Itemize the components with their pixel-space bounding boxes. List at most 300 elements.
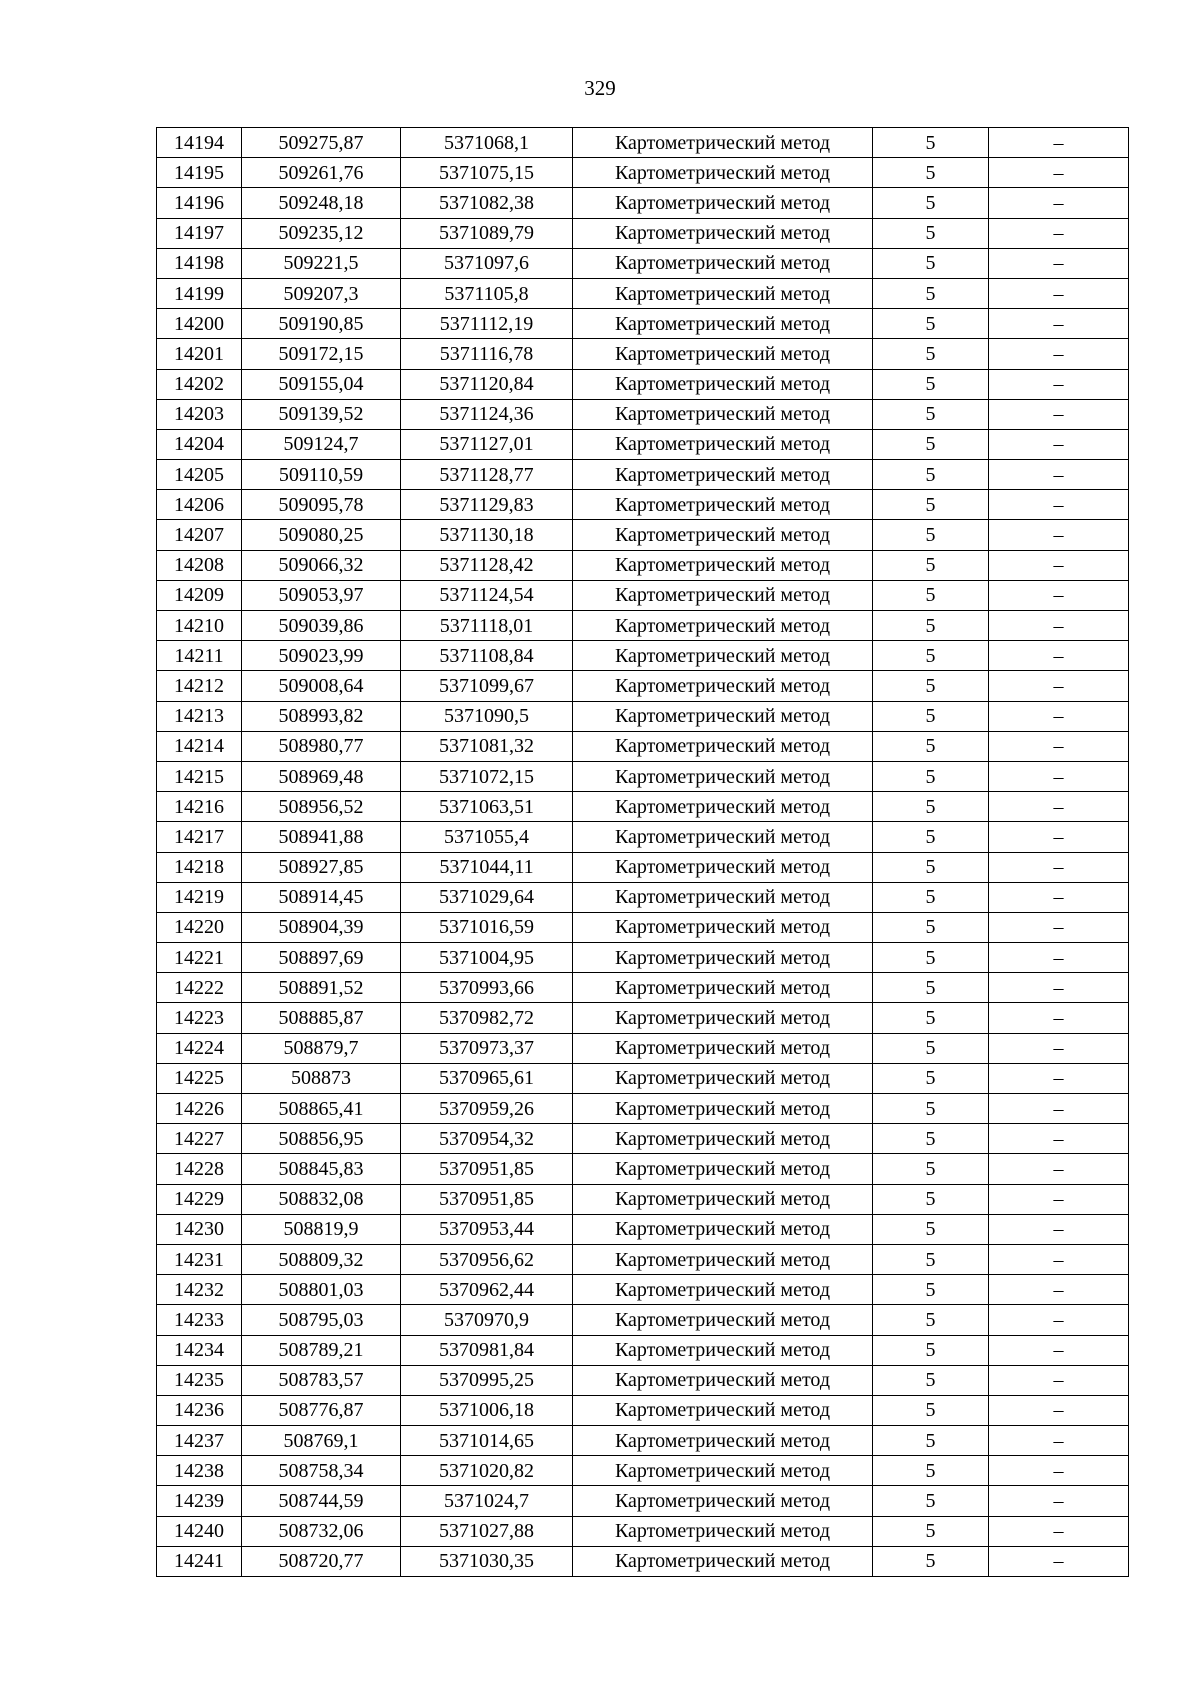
table-row xyxy=(157,822,1129,852)
point-number-cell: 14226 xyxy=(157,1094,242,1124)
method-cell: Картометрический метод xyxy=(573,611,873,641)
accuracy-cell: 5 xyxy=(873,701,989,731)
accuracy-cell: 5 xyxy=(873,128,989,158)
x-coordinate-cell: 509124,7 xyxy=(242,429,401,459)
accuracy-cell: 5 xyxy=(873,278,989,308)
accuracy-cell: 5 xyxy=(873,158,989,188)
table-row xyxy=(157,188,1129,218)
table-row xyxy=(157,1335,1129,1365)
description-cell: – xyxy=(989,1426,1129,1456)
description-cell: – xyxy=(989,248,1129,278)
y-coordinate-cell: 5371014,65 xyxy=(401,1426,573,1456)
x-coordinate-cell: 509190,85 xyxy=(242,309,401,339)
point-number-cell: 14196 xyxy=(157,188,242,218)
x-coordinate-cell: 508732,06 xyxy=(242,1516,401,1546)
y-coordinate-cell: 5371124,36 xyxy=(401,399,573,429)
description-cell: – xyxy=(989,1063,1129,1093)
point-number-cell: 14200 xyxy=(157,309,242,339)
accuracy-cell: 5 xyxy=(873,218,989,248)
accuracy-cell: 5 xyxy=(873,1214,989,1244)
accuracy-cell: 5 xyxy=(873,822,989,852)
accuracy-cell: 5 xyxy=(873,248,989,278)
method-cell: Картометрический метод xyxy=(573,1094,873,1124)
point-number-cell: 14212 xyxy=(157,671,242,701)
table-row xyxy=(157,520,1129,550)
y-coordinate-cell: 5371081,32 xyxy=(401,731,573,761)
y-coordinate-cell: 5371108,84 xyxy=(401,641,573,671)
method-cell: Картометрический метод xyxy=(573,128,873,158)
accuracy-cell: 5 xyxy=(873,550,989,580)
table-row xyxy=(157,641,1129,671)
description-cell: – xyxy=(989,1335,1129,1365)
point-number-cell: 14201 xyxy=(157,339,242,369)
description-cell: – xyxy=(989,912,1129,942)
table-row xyxy=(157,1214,1129,1244)
table-row xyxy=(157,580,1129,610)
y-coordinate-cell: 5370981,84 xyxy=(401,1335,573,1365)
y-coordinate-cell: 5370982,72 xyxy=(401,1003,573,1033)
description-cell: – xyxy=(989,1365,1129,1395)
accuracy-cell: 5 xyxy=(873,1516,989,1546)
accuracy-cell: 5 xyxy=(873,1305,989,1335)
method-cell: Картометрический метод xyxy=(573,550,873,580)
point-number-cell: 14230 xyxy=(157,1214,242,1244)
method-cell: Картометрический метод xyxy=(573,1486,873,1516)
accuracy-cell: 5 xyxy=(873,852,989,882)
point-number-cell: 14233 xyxy=(157,1305,242,1335)
y-coordinate-cell: 5370993,66 xyxy=(401,973,573,1003)
y-coordinate-cell: 5371029,64 xyxy=(401,882,573,912)
description-cell: – xyxy=(989,128,1129,158)
description-cell: – xyxy=(989,580,1129,610)
method-cell: Картометрический метод xyxy=(573,369,873,399)
y-coordinate-cell: 5370995,25 xyxy=(401,1365,573,1395)
method-cell: Картометрический метод xyxy=(573,1244,873,1274)
point-number-cell: 14235 xyxy=(157,1365,242,1395)
point-number-cell: 14208 xyxy=(157,550,242,580)
description-cell: – xyxy=(989,1033,1129,1063)
x-coordinate-cell: 509155,04 xyxy=(242,369,401,399)
x-coordinate-cell: 509172,15 xyxy=(242,339,401,369)
description-cell: – xyxy=(989,399,1129,429)
y-coordinate-cell: 5370970,9 xyxy=(401,1305,573,1335)
y-coordinate-cell: 5371072,15 xyxy=(401,761,573,791)
y-coordinate-cell: 5370965,61 xyxy=(401,1063,573,1093)
x-coordinate-cell: 508795,03 xyxy=(242,1305,401,1335)
method-cell: Картометрический метод xyxy=(573,1456,873,1486)
x-coordinate-cell: 508941,88 xyxy=(242,822,401,852)
description-cell: – xyxy=(989,188,1129,218)
description-cell: – xyxy=(989,1546,1129,1576)
x-coordinate-cell: 508904,39 xyxy=(242,912,401,942)
description-cell: – xyxy=(989,339,1129,369)
table-row xyxy=(157,1395,1129,1425)
description-cell: – xyxy=(989,1486,1129,1516)
x-coordinate-cell: 508873 xyxy=(242,1063,401,1093)
table-row xyxy=(157,1063,1129,1093)
description-cell: – xyxy=(989,1516,1129,1546)
x-coordinate-cell: 508789,21 xyxy=(242,1335,401,1365)
description-cell: – xyxy=(989,852,1129,882)
table-row xyxy=(157,158,1129,188)
method-cell: Картометрический метод xyxy=(573,1335,873,1365)
accuracy-cell: 5 xyxy=(873,731,989,761)
method-cell: Картометрический метод xyxy=(573,1033,873,1063)
table-row xyxy=(157,912,1129,942)
point-number-cell: 14210 xyxy=(157,611,242,641)
y-coordinate-cell: 5370973,37 xyxy=(401,1033,573,1063)
y-coordinate-cell: 5370953,44 xyxy=(401,1214,573,1244)
table-row xyxy=(157,943,1129,973)
y-coordinate-cell: 5371044,11 xyxy=(401,852,573,882)
table-row xyxy=(157,1516,1129,1546)
table-row xyxy=(157,1546,1129,1576)
description-cell: – xyxy=(989,731,1129,761)
table-row xyxy=(157,792,1129,822)
accuracy-cell: 5 xyxy=(873,1456,989,1486)
method-cell: Картометрический метод xyxy=(573,943,873,973)
description-cell: – xyxy=(989,520,1129,550)
accuracy-cell: 5 xyxy=(873,761,989,791)
point-number-cell: 14207 xyxy=(157,520,242,550)
table-row xyxy=(157,731,1129,761)
method-cell: Картометрический метод xyxy=(573,912,873,942)
x-coordinate-cell: 508758,34 xyxy=(242,1456,401,1486)
accuracy-cell: 5 xyxy=(873,882,989,912)
description-cell: – xyxy=(989,761,1129,791)
table-row xyxy=(157,1426,1129,1456)
table-row xyxy=(157,671,1129,701)
y-coordinate-cell: 5371124,54 xyxy=(401,580,573,610)
x-coordinate-cell: 508776,87 xyxy=(242,1395,401,1425)
y-coordinate-cell: 5371128,77 xyxy=(401,460,573,490)
table-row xyxy=(157,1033,1129,1063)
x-coordinate-cell: 508809,32 xyxy=(242,1244,401,1274)
x-coordinate-cell: 509095,78 xyxy=(242,490,401,520)
table-row xyxy=(157,339,1129,369)
x-coordinate-cell: 509248,18 xyxy=(242,188,401,218)
table-row xyxy=(157,248,1129,278)
method-cell: Картометрический метод xyxy=(573,731,873,761)
table-row xyxy=(157,399,1129,429)
accuracy-cell: 5 xyxy=(873,641,989,671)
x-coordinate-cell: 509261,76 xyxy=(242,158,401,188)
description-cell: – xyxy=(989,490,1129,520)
x-coordinate-cell: 508865,41 xyxy=(242,1094,401,1124)
y-coordinate-cell: 5371130,18 xyxy=(401,520,573,550)
point-number-cell: 14209 xyxy=(157,580,242,610)
accuracy-cell: 5 xyxy=(873,369,989,399)
x-coordinate-cell: 509207,3 xyxy=(242,278,401,308)
method-cell: Картометрический метод xyxy=(573,1516,873,1546)
point-number-cell: 14240 xyxy=(157,1516,242,1546)
description-cell: – xyxy=(989,369,1129,399)
description-cell: – xyxy=(989,429,1129,459)
table-row xyxy=(157,852,1129,882)
description-cell: – xyxy=(989,792,1129,822)
method-cell: Картометрический метод xyxy=(573,248,873,278)
description-cell: – xyxy=(989,822,1129,852)
description-cell: – xyxy=(989,550,1129,580)
method-cell: Картометрический метод xyxy=(573,158,873,188)
table-row xyxy=(157,1184,1129,1214)
method-cell: Картометрический метод xyxy=(573,671,873,701)
table-row xyxy=(157,882,1129,912)
method-cell: Картометрический метод xyxy=(573,1395,873,1425)
table-row xyxy=(157,218,1129,248)
point-number-cell: 14203 xyxy=(157,399,242,429)
description-cell: – xyxy=(989,1395,1129,1425)
method-cell: Картометрический метод xyxy=(573,1063,873,1093)
accuracy-cell: 5 xyxy=(873,1244,989,1274)
accuracy-cell: 5 xyxy=(873,520,989,550)
point-number-cell: 14199 xyxy=(157,278,242,308)
point-number-cell: 14222 xyxy=(157,973,242,1003)
point-number-cell: 14223 xyxy=(157,1003,242,1033)
point-number-cell: 14219 xyxy=(157,882,242,912)
description-cell: – xyxy=(989,158,1129,188)
description-cell: – xyxy=(989,309,1129,339)
accuracy-cell: 5 xyxy=(873,671,989,701)
table-row xyxy=(157,429,1129,459)
description-cell: – xyxy=(989,1214,1129,1244)
accuracy-cell: 5 xyxy=(873,460,989,490)
table-row xyxy=(157,550,1129,580)
y-coordinate-cell: 5371082,38 xyxy=(401,188,573,218)
point-number-cell: 14232 xyxy=(157,1275,242,1305)
method-cell: Картометрический метод xyxy=(573,309,873,339)
y-coordinate-cell: 5371068,1 xyxy=(401,128,573,158)
y-coordinate-cell: 5371129,83 xyxy=(401,490,573,520)
method-cell: Картометрический метод xyxy=(573,460,873,490)
accuracy-cell: 5 xyxy=(873,1486,989,1516)
point-number-cell: 14238 xyxy=(157,1456,242,1486)
point-number-cell: 14229 xyxy=(157,1184,242,1214)
table-row xyxy=(157,1305,1129,1335)
description-cell: – xyxy=(989,641,1129,671)
method-cell: Картометрический метод xyxy=(573,188,873,218)
point-number-cell: 14213 xyxy=(157,701,242,731)
method-cell: Картометрический метод xyxy=(573,1214,873,1244)
method-cell: Картометрический метод xyxy=(573,973,873,1003)
table-row xyxy=(157,278,1129,308)
point-number-cell: 14214 xyxy=(157,731,242,761)
accuracy-cell: 5 xyxy=(873,943,989,973)
accuracy-cell: 5 xyxy=(873,1546,989,1576)
y-coordinate-cell: 5371004,95 xyxy=(401,943,573,973)
description-cell: – xyxy=(989,1305,1129,1335)
point-number-cell: 14205 xyxy=(157,460,242,490)
accuracy-cell: 5 xyxy=(873,1426,989,1456)
method-cell: Картометрический метод xyxy=(573,339,873,369)
method-cell: Картометрический метод xyxy=(573,1426,873,1456)
x-coordinate-cell: 508980,77 xyxy=(242,731,401,761)
method-cell: Картометрический метод xyxy=(573,399,873,429)
point-number-cell: 14227 xyxy=(157,1124,242,1154)
y-coordinate-cell: 5371118,01 xyxy=(401,611,573,641)
x-coordinate-cell: 508969,48 xyxy=(242,761,401,791)
y-coordinate-cell: 5371099,67 xyxy=(401,671,573,701)
y-coordinate-cell: 5371006,18 xyxy=(401,1395,573,1425)
table-row xyxy=(157,1003,1129,1033)
method-cell: Картометрический метод xyxy=(573,822,873,852)
x-coordinate-cell: 509139,52 xyxy=(242,399,401,429)
accuracy-cell: 5 xyxy=(873,1154,989,1184)
description-cell: – xyxy=(989,973,1129,1003)
x-coordinate-cell: 509221,5 xyxy=(242,248,401,278)
point-number-cell: 14231 xyxy=(157,1244,242,1274)
table-row xyxy=(157,1456,1129,1486)
table-row xyxy=(157,1244,1129,1274)
method-cell: Картометрический метод xyxy=(573,218,873,248)
y-coordinate-cell: 5371063,51 xyxy=(401,792,573,822)
description-cell: – xyxy=(989,1184,1129,1214)
description-cell: – xyxy=(989,1244,1129,1274)
y-coordinate-cell: 5371105,8 xyxy=(401,278,573,308)
y-coordinate-cell: 5371127,01 xyxy=(401,429,573,459)
point-number-cell: 14217 xyxy=(157,822,242,852)
x-coordinate-cell: 508993,82 xyxy=(242,701,401,731)
y-coordinate-cell: 5371089,79 xyxy=(401,218,573,248)
point-number-cell: 14228 xyxy=(157,1154,242,1184)
method-cell: Картометрический метод xyxy=(573,1124,873,1154)
table-row xyxy=(157,369,1129,399)
accuracy-cell: 5 xyxy=(873,1033,989,1063)
point-number-cell: 14237 xyxy=(157,1426,242,1456)
x-coordinate-cell: 508720,77 xyxy=(242,1546,401,1576)
y-coordinate-cell: 5371030,35 xyxy=(401,1546,573,1576)
x-coordinate-cell: 508856,95 xyxy=(242,1124,401,1154)
table-row xyxy=(157,490,1129,520)
x-coordinate-cell: 509275,87 xyxy=(242,128,401,158)
y-coordinate-cell: 5370962,44 xyxy=(401,1275,573,1305)
accuracy-cell: 5 xyxy=(873,973,989,1003)
table-row xyxy=(157,1275,1129,1305)
x-coordinate-cell: 508956,52 xyxy=(242,792,401,822)
coordinates-table-body xyxy=(157,128,1129,1577)
table-row xyxy=(157,1124,1129,1154)
description-cell: – xyxy=(989,1275,1129,1305)
y-coordinate-cell: 5371112,19 xyxy=(401,309,573,339)
x-coordinate-cell: 509110,59 xyxy=(242,460,401,490)
point-number-cell: 14234 xyxy=(157,1335,242,1365)
description-cell: – xyxy=(989,1094,1129,1124)
x-coordinate-cell: 508783,57 xyxy=(242,1365,401,1395)
method-cell: Картометрический метод xyxy=(573,520,873,550)
point-number-cell: 14215 xyxy=(157,761,242,791)
method-cell: Картометрический метод xyxy=(573,641,873,671)
y-coordinate-cell: 5371075,15 xyxy=(401,158,573,188)
accuracy-cell: 5 xyxy=(873,429,989,459)
description-cell: – xyxy=(989,882,1129,912)
y-coordinate-cell: 5371090,5 xyxy=(401,701,573,731)
accuracy-cell: 5 xyxy=(873,490,989,520)
y-coordinate-cell: 5371116,78 xyxy=(401,339,573,369)
x-coordinate-cell: 508927,85 xyxy=(242,852,401,882)
accuracy-cell: 5 xyxy=(873,1275,989,1305)
table-row xyxy=(157,1365,1129,1395)
x-coordinate-cell: 508879,7 xyxy=(242,1033,401,1063)
point-number-cell: 14224 xyxy=(157,1033,242,1063)
x-coordinate-cell: 508769,1 xyxy=(242,1426,401,1456)
accuracy-cell: 5 xyxy=(873,1395,989,1425)
accuracy-cell: 5 xyxy=(873,1124,989,1154)
y-coordinate-cell: 5370959,26 xyxy=(401,1094,573,1124)
x-coordinate-cell: 509039,86 xyxy=(242,611,401,641)
x-coordinate-cell: 509235,12 xyxy=(242,218,401,248)
point-number-cell: 14206 xyxy=(157,490,242,520)
x-coordinate-cell: 508897,69 xyxy=(242,943,401,973)
point-number-cell: 14216 xyxy=(157,792,242,822)
point-number-cell: 14236 xyxy=(157,1395,242,1425)
description-cell: – xyxy=(989,278,1129,308)
point-number-cell: 14221 xyxy=(157,943,242,973)
description-cell: – xyxy=(989,671,1129,701)
y-coordinate-cell: 5371120,84 xyxy=(401,369,573,399)
point-number-cell: 14195 xyxy=(157,158,242,188)
point-number-cell: 14220 xyxy=(157,912,242,942)
table-row xyxy=(157,761,1129,791)
page-number: 329 xyxy=(584,76,616,100)
description-cell: – xyxy=(989,701,1129,731)
y-coordinate-cell: 5371016,59 xyxy=(401,912,573,942)
description-cell: – xyxy=(989,1003,1129,1033)
point-number-cell: 14198 xyxy=(157,248,242,278)
method-cell: Картометрический метод xyxy=(573,1275,873,1305)
point-number-cell: 14218 xyxy=(157,852,242,882)
method-cell: Картометрический метод xyxy=(573,1546,873,1576)
description-cell: – xyxy=(989,218,1129,248)
description-cell: – xyxy=(989,943,1129,973)
point-number-cell: 14239 xyxy=(157,1486,242,1516)
coordinates-table xyxy=(156,127,1129,1577)
accuracy-cell: 5 xyxy=(873,1335,989,1365)
accuracy-cell: 5 xyxy=(873,1365,989,1395)
y-coordinate-cell: 5371097,6 xyxy=(401,248,573,278)
table-row xyxy=(157,611,1129,641)
x-coordinate-cell: 508801,03 xyxy=(242,1275,401,1305)
x-coordinate-cell: 509080,25 xyxy=(242,520,401,550)
description-cell: – xyxy=(989,460,1129,490)
table-row xyxy=(157,701,1129,731)
y-coordinate-cell: 5371055,4 xyxy=(401,822,573,852)
x-coordinate-cell: 509053,97 xyxy=(242,580,401,610)
x-coordinate-cell: 508891,52 xyxy=(242,973,401,1003)
x-coordinate-cell: 508819,9 xyxy=(242,1214,401,1244)
y-coordinate-cell: 5370951,85 xyxy=(401,1184,573,1214)
description-cell: – xyxy=(989,611,1129,641)
method-cell: Картометрический метод xyxy=(573,852,873,882)
x-coordinate-cell: 509066,32 xyxy=(242,550,401,580)
table-row xyxy=(157,1094,1129,1124)
y-coordinate-cell: 5370954,32 xyxy=(401,1124,573,1154)
accuracy-cell: 5 xyxy=(873,1094,989,1124)
table-row xyxy=(157,1486,1129,1516)
description-cell: – xyxy=(989,1154,1129,1184)
y-coordinate-cell: 5371020,82 xyxy=(401,1456,573,1486)
accuracy-cell: 5 xyxy=(873,792,989,822)
y-coordinate-cell: 5370951,85 xyxy=(401,1154,573,1184)
method-cell: Картометрический метод xyxy=(573,882,873,912)
method-cell: Картометрический метод xyxy=(573,429,873,459)
y-coordinate-cell: 5371027,88 xyxy=(401,1516,573,1546)
method-cell: Картометрический метод xyxy=(573,580,873,610)
method-cell: Картометрический метод xyxy=(573,1154,873,1184)
table-row xyxy=(157,309,1129,339)
point-number-cell: 14241 xyxy=(157,1546,242,1576)
table-row xyxy=(157,128,1129,158)
accuracy-cell: 5 xyxy=(873,399,989,429)
